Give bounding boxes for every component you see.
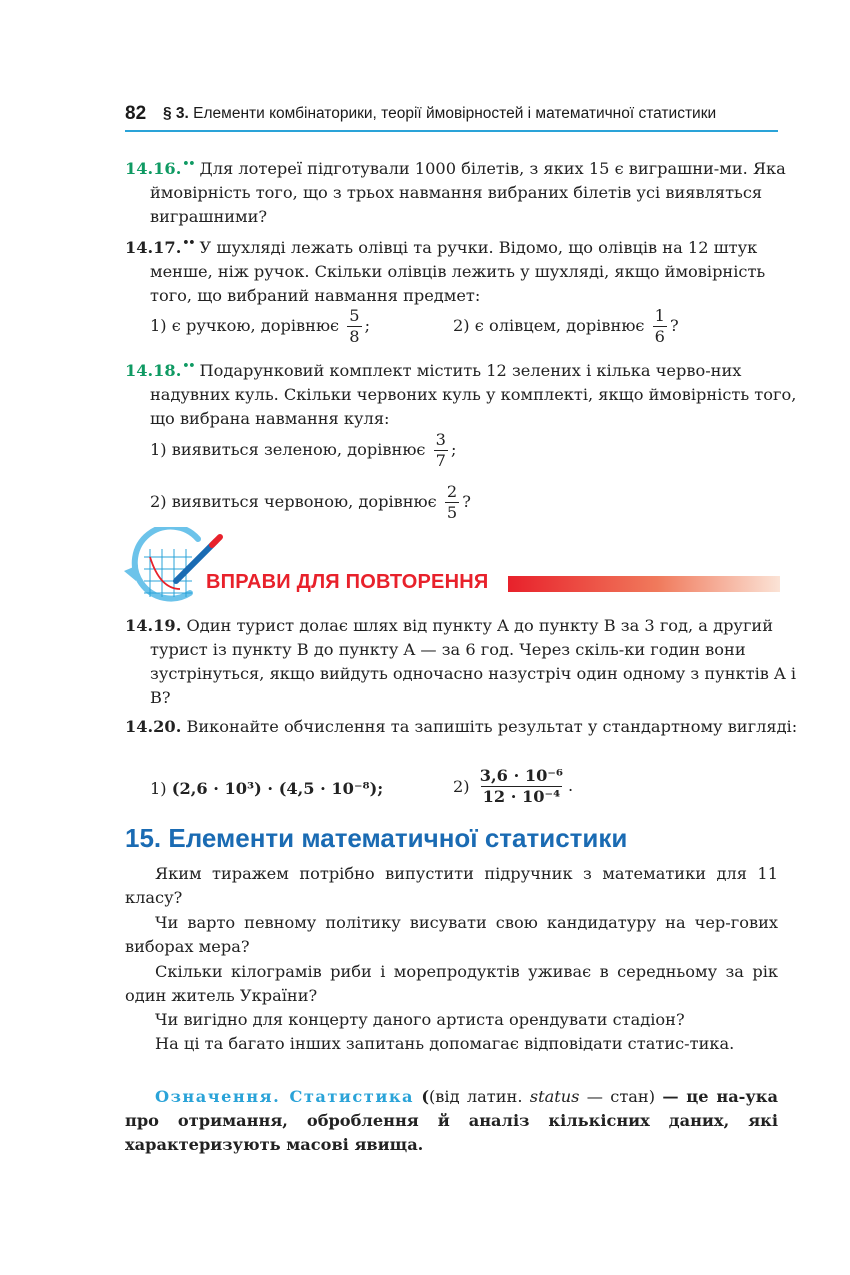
punctuation: ? <box>462 492 471 511</box>
fraction-denominator: 6 <box>654 327 665 346</box>
difficulty-dots: •• <box>182 157 195 170</box>
problem-14-17 <box>125 231 803 308</box>
etymology-prefix: (від латин. <box>428 1087 523 1106</box>
definition-label: Означення. Статистика <box>155 1087 415 1106</box>
graph-pencil-icon <box>120 527 230 607</box>
punctuation: ; <box>450 440 457 459</box>
fraction <box>653 306 667 347</box>
problem-number: 14.18. <box>125 361 182 380</box>
option-text: 2) є олівцем, дорівнює <box>453 316 645 335</box>
fraction-numerator: 5 <box>349 306 360 325</box>
punctuation: ; <box>364 316 371 335</box>
page-header <box>125 100 778 132</box>
fraction-numerator: 1 <box>654 306 665 325</box>
etymology-translation: — стан) <box>586 1087 656 1106</box>
definition-statistics <box>125 1085 778 1157</box>
fraction <box>478 766 565 807</box>
definition-body: — це на-ука про отримання, оброблення й аналіз кількісних даних, які характеризують масові явища. <box>125 1087 778 1154</box>
problem-14-16 <box>125 152 803 229</box>
problem-14-19 <box>125 614 803 710</box>
fraction-numerator: 3,6 · 10⁻⁶ <box>479 766 564 785</box>
problem-number: 14.20. <box>125 717 182 736</box>
problem-14-17-option-1 <box>150 306 370 347</box>
fraction-denominator: 12 · 10⁻⁴ <box>482 787 561 806</box>
problem-14-20-option-1 <box>150 779 383 798</box>
fraction-denominator: 8 <box>349 327 360 346</box>
fraction <box>347 306 361 347</box>
problem-14-20 <box>125 715 803 739</box>
problem-text: Один турист долає шлях від пункту A до пункту B за 3 год, а другий турист із пункту B до пункту A — за 6 год. Через скіль-ки годин вони зустрінуться, якщо вийдуть одночасно назустріч один одному з пунктів A і B? <box>150 616 797 707</box>
exercises-banner <box>120 527 780 607</box>
option-text: 2) виявиться червоною, дорівнює <box>150 492 437 511</box>
punctuation: . <box>568 776 574 795</box>
definition-etymology: ((від латин. status — стан) <box>421 1087 656 1106</box>
banner-title: ВПРАВИ ДЛЯ ПОВТОРЕННЯ <box>206 571 489 593</box>
problem-number: 14.19. <box>125 616 182 635</box>
problem-text: У шухляді лежать олівці та ручки. Відомо, що олівців на 12 штук менше, ніж ручок. Скільки олівців лежить у шухляді, якщо ймовірність того, що вибраний навмання предмет: <box>150 238 766 305</box>
problem-14-18-option-1 <box>150 430 456 471</box>
fraction-numerator: 2 <box>446 482 458 501</box>
fraction <box>445 482 459 523</box>
intro-question-4: Чи вигідно для концерту даного артиста орендувати стадіон? <box>155 1010 685 1029</box>
page-number: 82 <box>125 103 147 124</box>
difficulty-dots: •• <box>182 359 195 372</box>
difficulty-dots: •• <box>182 236 195 249</box>
section-number: § 3. <box>163 105 189 122</box>
intro-conclusion: На ці та багато інших запитань допомагає відповідати статис-тика. <box>155 1034 735 1053</box>
problem-14-20-option-2 <box>453 766 573 807</box>
intro-question-1: Яким тиражем потрібно випустити підручник з математики для 11 класу? <box>125 864 778 907</box>
problem-number: 14.16. <box>125 159 182 178</box>
problem-14-18 <box>125 354 803 431</box>
latin-word: status <box>529 1087 580 1106</box>
option-text: 1) виявиться зеленою, дорівнює <box>150 440 426 459</box>
intro-question-3: Скільки кілограмів риби і морепродуктів уживає в середньому за рік один житель України? <box>125 962 778 1005</box>
option-text: 1) є ручкою, дорівнює <box>150 316 340 335</box>
problem-14-17-option-2 <box>453 306 679 347</box>
fraction-numerator: 3 <box>435 430 446 449</box>
option-label: 1) <box>150 779 167 798</box>
problem-14-18-option-2 <box>150 482 471 523</box>
running-title <box>163 105 716 123</box>
fraction-denominator: 7 <box>435 451 446 470</box>
option-label: 2) <box>453 777 470 796</box>
problem-number: 14.17. <box>125 238 182 257</box>
fraction <box>434 430 448 471</box>
punctuation: ? <box>669 316 679 335</box>
problem-text: Подарунковий комплект містить 12 зелених і кілька черво-них надувних куль. Скільки червоних куль у комплекті, якщо ймовірність того, що вибрана навмання куля: <box>150 361 797 428</box>
intro-question-2: Чи варто певному політику висувати свою кандидатуру на чер-гових виборах мера? <box>125 913 778 956</box>
banner-gradient-bar <box>508 576 780 592</box>
fraction-denominator: 5 <box>446 503 458 522</box>
section-heading: 15. Елементи математичної статистики <box>125 823 628 853</box>
problem-text: Для лотереї підготували 1000 білетів, з яких 15 є виграшни-ми. Яка ймовірність того, що з трьох навмання вибраних білетів усі виявляться виграшними? <box>150 159 786 226</box>
problem-text: Виконайте обчислення та запишіть результат у стандартному вигляді: <box>186 717 798 736</box>
section-title: Елементи комбінаторики, теорії ймовірностей і математичної статистики <box>193 105 717 122</box>
math-expression: (2,6 · 10³) · (4,5 · 10⁻⁸); <box>171 779 384 798</box>
